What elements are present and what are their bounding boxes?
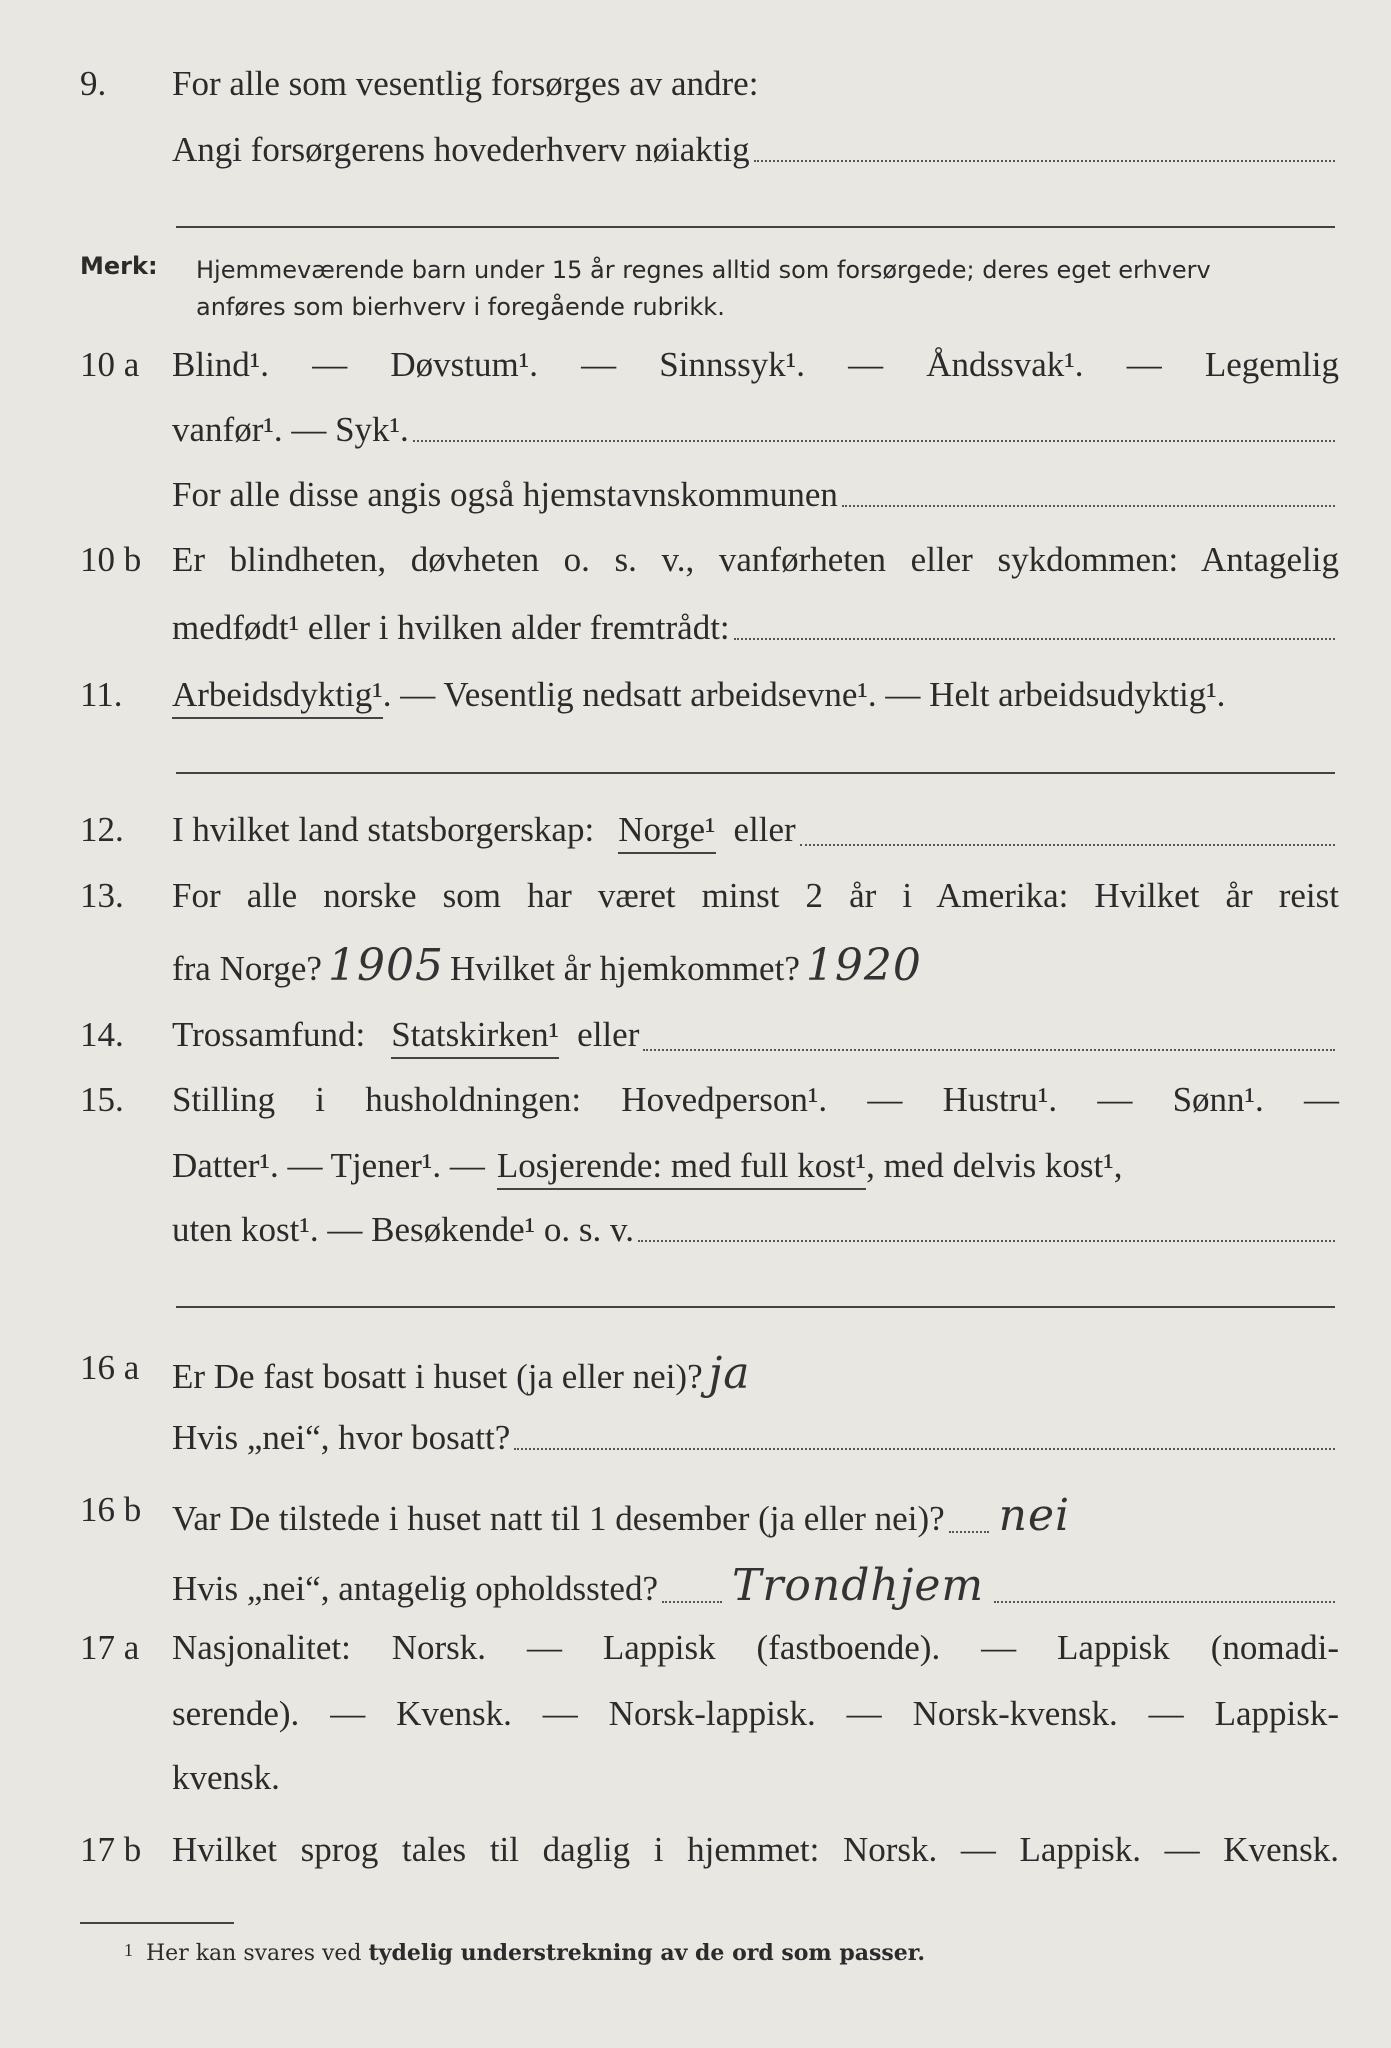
q15-question: Stilling i husholdningen: Hovedperson¹. — Hustru¹. — Sønn¹. — — [172, 1080, 1339, 1119]
q17b-number: 17 b — [80, 1830, 142, 1869]
q15-number: 15. — [80, 1080, 124, 1119]
q16b-place-label: Hvis „nei“, antagelig opholdssted? — [172, 1569, 658, 1608]
q15-rule — [176, 1306, 1335, 1308]
q16b-line1 — [172, 1490, 1339, 1541]
q13-return-field[interactable] — [932, 981, 1335, 983]
merk-label: Merk: — [80, 252, 158, 280]
q16b-line2 — [172, 1560, 1339, 1611]
footnote-rule — [80, 1922, 234, 1924]
q13-line1 — [172, 876, 1339, 916]
q12-selected-option[interactable]: Norge¹ — [618, 810, 715, 854]
q11-selected-option[interactable]: Arbeidsdyktig¹ — [172, 675, 383, 719]
q15-options-a: Datter¹. — Tjener¹. — — [172, 1146, 485, 1185]
q10b-age-label: medfødt¹ eller i hvilken alder fremtrådt: — [172, 608, 730, 647]
q16a-number: 16 a — [80, 1348, 140, 1387]
q16b-place-dots — [662, 1601, 722, 1603]
q13-left-year-answer[interactable]: 1905 — [327, 940, 444, 991]
q9-number: 9. — [80, 64, 107, 103]
q15-line3 — [172, 1210, 1339, 1250]
footnote-number: 1 — [124, 1940, 133, 1960]
q12-number: 12. — [80, 810, 124, 849]
merk-line1: Hjemmeværende barn under 15 år regnes alltid som forsørgede; deres eget erhverv — [196, 256, 1211, 284]
q11-line — [172, 675, 1339, 719]
q16a-question: Er De fast bosatt i huset (ja eller nei)? — [172, 1357, 703, 1396]
q9-line2 — [172, 130, 1339, 170]
q10a-home-field[interactable] — [842, 505, 1335, 507]
merk-line2: anføres som bierhverv i foregående rubrikk. — [196, 293, 725, 321]
footnote — [146, 1940, 925, 1966]
q10b-age-field[interactable] — [734, 638, 1335, 640]
q13-number: 13. — [80, 876, 124, 915]
q10a-line1 — [172, 345, 1339, 385]
q16b-answer-dots — [949, 1531, 989, 1533]
q10a-line2 — [172, 410, 1339, 450]
q13-return-year-answer[interactable]: 1920 — [805, 940, 922, 991]
q9-text: For alle som vesentlig forsørges av andre: — [172, 64, 759, 103]
q11-number: 11. — [80, 675, 123, 714]
q15-options-c: uten kost¹. — Besøkende¹ o. s. v. — [172, 1210, 635, 1249]
q14-religion-field[interactable] — [643, 1049, 1335, 1051]
q17a-line2 — [172, 1694, 1339, 1734]
q10a-number: 10 a — [80, 345, 140, 384]
q10a-line3 — [172, 475, 1339, 515]
q15-options-b: , med delvis kost¹, — [866, 1146, 1123, 1185]
q17b-line1 — [172, 1830, 1339, 1870]
q12-question: I hvilket land statsborgerskap: — [172, 810, 595, 849]
q13-question: For alle norske som har været minst 2 år i Amerika: Hvilket år reist — [172, 876, 1339, 915]
q17a-number: 17 a — [80, 1628, 140, 1667]
q14-line — [172, 1015, 1339, 1059]
q14-number: 14. — [80, 1015, 124, 1054]
q12-line — [172, 810, 1339, 854]
q14-question: Trossamfund: — [172, 1015, 366, 1054]
q16b-place-answer[interactable]: Trondhjem — [731, 1560, 985, 1611]
q9-line1 — [172, 64, 1339, 104]
q16b-question: Var De tilstede i huset natt til 1 desember (ja eller nei)? — [172, 1499, 945, 1538]
q9-provider-label: Angi forsørgerens hovederhverv nøiaktig — [172, 130, 750, 169]
q17b-question: Hvilket sprog tales til daglig i hjemmet: Norsk. — Lappisk. — Kvensk. — [172, 1830, 1339, 1869]
q13-return-label: Hvilket år hjemkommet? — [449, 949, 800, 988]
q17a-line1 — [172, 1628, 1339, 1668]
q12-country-field[interactable] — [800, 844, 1335, 846]
q17a-options-a: Nasjonalitet: Norsk. — Lappisk (fastboende). — Lappisk (nomadi- — [172, 1628, 1339, 1667]
q11-rule — [176, 772, 1335, 774]
q15-line2 — [172, 1146, 1339, 1190]
q15-selected-option[interactable]: Losjerende: med full kost¹ — [497, 1146, 866, 1190]
q16b-number: 16 b — [80, 1490, 142, 1529]
q15-line1 — [172, 1080, 1339, 1120]
q16a-line2 — [172, 1418, 1339, 1458]
q10a-sick-field[interactable] — [413, 440, 1335, 442]
q17a-line3 — [172, 1758, 1339, 1798]
q10b-number: 10 b — [80, 540, 142, 579]
q16a-answer-field[interactable] — [761, 1389, 1336, 1391]
q13-line2 — [172, 940, 1339, 991]
merk-note — [196, 252, 1336, 326]
q9-answer-field[interactable] — [754, 160, 1335, 162]
q10b-line2 — [172, 608, 1339, 648]
footnote-bold-text: tydelig understrekning av de ord som passer. — [368, 1940, 926, 1966]
q12-or: eller — [733, 810, 796, 849]
q14-or: eller — [577, 1015, 640, 1054]
q11-other-options: . — Vesentlig nedsatt arbeidsevne¹. — Helt arbeidsudyktig¹. — [382, 675, 1226, 714]
q16b-place-field[interactable] — [994, 1601, 1335, 1603]
q16b-answer[interactable]: nei — [998, 1490, 1071, 1541]
q14-selected-option[interactable]: Statskirken¹ — [391, 1015, 559, 1059]
q10a-options: Blind¹. — Døvstum¹. — Sinnssyk¹. — Åndssvak¹. — Legemlig — [172, 345, 1339, 384]
footnote-text: Her kan svares ved — [146, 1941, 362, 1966]
q16a-answer[interactable]: ja — [708, 1348, 751, 1399]
q17a-options-b: serende). — Kvensk. — Norsk-lappisk. — Norsk-kvensk. — Lappisk- — [172, 1694, 1339, 1733]
q15-other-field[interactable] — [638, 1240, 1335, 1242]
q9-answer-line — [176, 226, 1335, 228]
q10b-question: Er blindheten, døvheten o. s. v., vanførheten eller sykdommen: Antagelig — [172, 540, 1339, 579]
q16a-line1 — [172, 1348, 1339, 1399]
q13-left-label: fra Norge? — [172, 949, 322, 988]
q10b-line1 — [172, 540, 1339, 580]
q10a-home-label: For alle disse angis også hjemstavnskommunen — [172, 475, 838, 514]
q16a-where-label: Hvis „nei“, hvor bosatt? — [172, 1418, 511, 1457]
q17a-options-c: kvensk. — [172, 1758, 280, 1797]
q16a-where-field[interactable] — [514, 1448, 1335, 1450]
q10a-options-cont: vanfør¹. — Syk¹. — [172, 410, 409, 449]
